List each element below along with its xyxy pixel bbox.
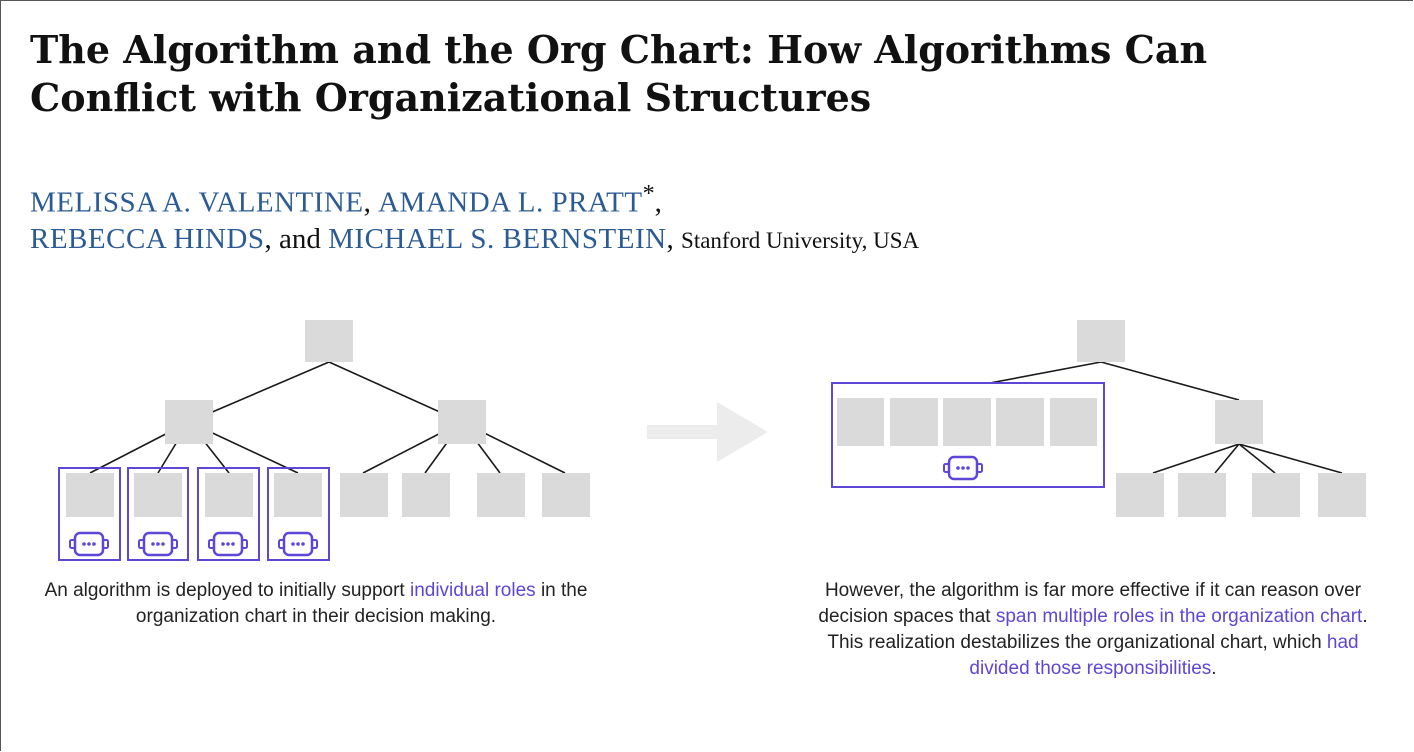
caption-right-text-1: However, the algorithm is far more effective if it can reason over decision spaces that <box>818 580 1362 627</box>
caption-right-text-3: . <box>1211 658 1217 679</box>
org-node-role <box>477 473 525 517</box>
org-chart-right <box>832 320 1366 517</box>
org-node-role <box>402 473 450 517</box>
paper-title <box>30 26 1380 122</box>
robot-icon <box>279 533 317 555</box>
org-chart-left <box>59 320 590 560</box>
author-separator-and: , and <box>264 222 329 255</box>
org-node-role <box>837 398 884 446</box>
author-list <box>30 176 919 259</box>
org-node-role <box>542 473 590 517</box>
org-node-manager <box>438 400 486 444</box>
org-node-role <box>274 473 322 517</box>
affiliation: Stanford University, USA <box>681 227 920 253</box>
org-node-role <box>943 398 991 446</box>
caption-right <box>818 578 1368 682</box>
org-node-manager <box>165 400 213 444</box>
org-node-root <box>1077 320 1125 362</box>
caption-left-highlight: individual roles <box>409 580 536 601</box>
org-node-manager <box>1215 400 1263 444</box>
org-node-role <box>1050 398 1097 446</box>
org-node-role <box>134 473 182 517</box>
caption-right-highlight-1: span multiple roles in the organization chart <box>995 606 1363 627</box>
title-line-1: The Algorithm and the Org Chart: How Algorithms Can <box>30 27 1208 72</box>
author-separator: , <box>666 222 682 255</box>
arrow-right-icon <box>647 402 768 462</box>
author-2-footnote-mark: * <box>642 180 655 207</box>
robot-icon <box>139 533 177 555</box>
author-4: MICHAEL S. BERNSTEIN <box>328 222 667 255</box>
org-node-role <box>66 473 114 517</box>
org-node-role <box>1178 473 1226 517</box>
title-line-2: Conflict with Organizational Structures <box>30 75 872 120</box>
robot-icon <box>209 533 247 555</box>
robot-icon <box>70 533 108 555</box>
author-separator: , <box>654 186 662 219</box>
caption-right-highlight-2: had divided those responsibilities <box>969 632 1359 679</box>
author-3: REBECCA HINDS <box>30 222 265 255</box>
org-node-role <box>1116 473 1164 517</box>
org-node-role <box>1252 473 1300 517</box>
org-node-role <box>890 398 938 446</box>
teaser-figure <box>0 300 1414 570</box>
author-separator: , <box>363 186 379 219</box>
org-node-role <box>340 473 388 517</box>
caption-left <box>40 578 592 630</box>
caption-left-text-1: An algorithm is deployed to initially support <box>44 580 410 601</box>
robot-icon <box>944 457 982 479</box>
author-1: MELISSA A. VALENTINE <box>30 186 364 219</box>
org-node-role <box>996 398 1044 446</box>
org-node-role <box>1318 473 1366 517</box>
org-node-root <box>305 320 353 362</box>
caption-right-text-2: . This realization destabilizes the organizational chart, which <box>827 606 1368 653</box>
org-chart-left-edges <box>90 362 565 473</box>
org-node-role <box>205 473 253 517</box>
caption-left-text-2: in the organization chart in their decision making. <box>135 580 588 627</box>
author-2: AMANDA L. PRATT <box>378 186 643 219</box>
